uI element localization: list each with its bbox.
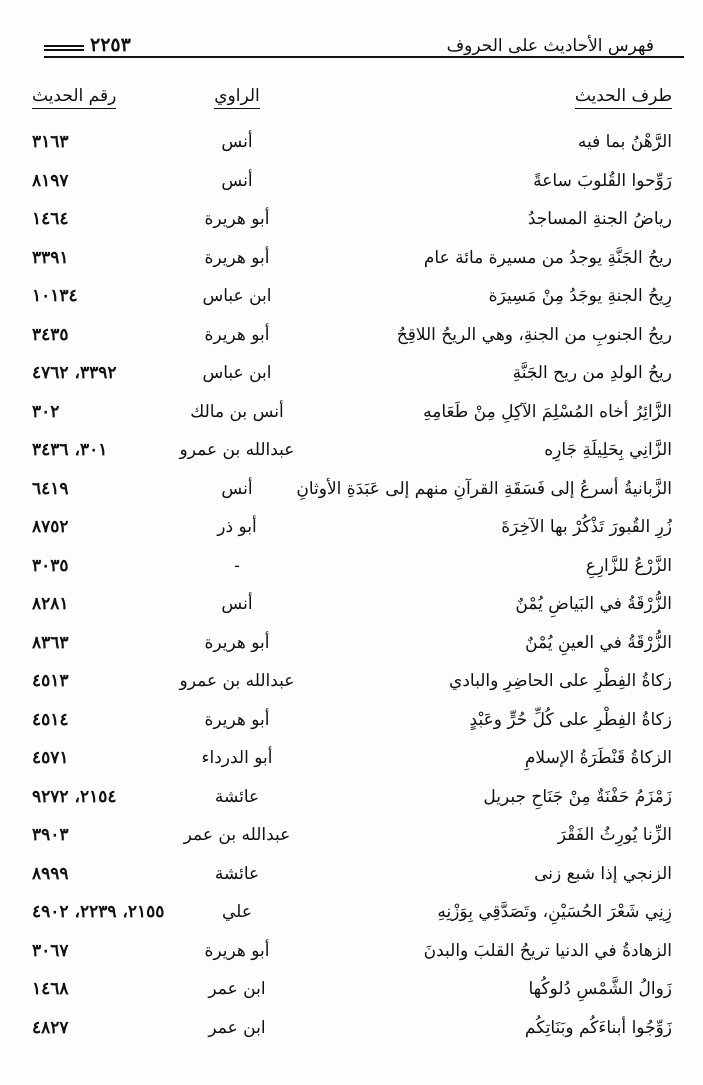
hadith-text: ريحُ الولدِ من ريح الجَنَّةِ <box>512 363 672 383</box>
table-row <box>32 402 672 441</box>
hadith-text: ريحُ الجَنَّةِ يوجدُ من مسيرة مائة عام <box>423 247 672 268</box>
page-number: ٢٢٥٣ <box>90 34 131 56</box>
table-row <box>32 517 672 556</box>
table-row <box>32 1018 672 1057</box>
hadith-text: زَمْزَمُ حَفْنَةٌ مِنْ جَنَاحِ جبريل <box>483 786 672 807</box>
column-header-number: رقم الحديث <box>32 86 182 109</box>
table-row <box>32 594 672 633</box>
page-number-rule-left-top <box>44 45 84 47</box>
table-row <box>32 710 672 749</box>
hadith-index-table <box>32 86 672 1056</box>
narrator-name: أنس <box>221 132 253 152</box>
narrator-name: عبدالله بن عمرو <box>179 671 295 691</box>
hadith-number: ٢١٥٤، ٩٢٧٢ <box>32 786 117 807</box>
narrator-name: ابن عمر <box>208 1017 266 1038</box>
hadith-text: الرَّهْنُ بما فيه <box>577 132 672 152</box>
table-row <box>32 286 672 325</box>
narrator-name: عائشة <box>214 786 260 807</box>
narrator-name: أبو هريرة <box>204 209 270 229</box>
table-row <box>32 440 672 479</box>
hadith-number: ٨١٩٧ <box>32 170 69 191</box>
hadith-text: الزُّرْقَةُ في البَياضِ يُمْنٌ <box>515 594 672 614</box>
table-body <box>32 132 672 1056</box>
table-row <box>32 748 672 787</box>
hadith-text: الزَّانِي بِحَلِيلَةِ جَارِه <box>544 440 672 460</box>
table-row <box>32 363 672 402</box>
hadith-number: ١٤٦٤ <box>32 209 69 229</box>
hadith-number: ١٠١٣٤ <box>32 286 78 306</box>
table-row <box>32 671 672 710</box>
table-row <box>32 902 672 941</box>
table-row <box>32 209 672 248</box>
table-header-row <box>32 86 672 132</box>
hadith-text: الزهادةُ في الدنيا تريحُ القلبَ والبدنَ <box>423 940 672 961</box>
column-header-narrator: الراوي <box>172 86 302 106</box>
hadith-text: زكاةُ الفِطْرِ على كُلِّ حُرٍّ وعَبْدٍ <box>469 709 672 730</box>
hadith-number: ٦٤١٩ <box>32 478 69 499</box>
hadith-text: زَوالُ الشَّمْسِ دُلوكُها <box>528 979 672 999</box>
narrator-name: عبدالله بن عمر <box>183 825 291 845</box>
narrator-name: أبو ذر <box>217 517 257 537</box>
hadith-number: ٣٣٩٢، ٤٧٦٢ <box>32 363 117 383</box>
hadith-text: زُرِ القُبورَ تَذْكُرْ بها الآخِرَةَ <box>501 517 672 537</box>
hadith-number: ٣٠١، ٣٤٣٦ <box>32 440 108 460</box>
table-row <box>32 171 672 210</box>
narrator-name: أبو هريرة <box>204 709 270 730</box>
hadith-number: ٨٩٩٩ <box>32 863 69 884</box>
table-row <box>32 633 672 672</box>
header-rule <box>44 56 684 58</box>
narrator-name: أنس بن مالك <box>190 401 284 422</box>
table-row <box>32 787 672 826</box>
narrator-name: - <box>234 555 240 576</box>
hadith-number: ٨٣٦٣ <box>32 632 69 653</box>
hadith-text: الزِّنا يُورِثُ الفَقْرَ <box>557 825 672 845</box>
hadith-number: ٤٨٢٧ <box>32 1017 69 1038</box>
narrator-name: أنس <box>221 594 253 614</box>
narrator-name: ابن عمر <box>208 979 266 999</box>
hadith-number: ٤٥٧١ <box>32 748 69 768</box>
hadith-number: ٣٤٣٥ <box>32 324 69 345</box>
hadith-number: ٣٠٣٥ <box>32 555 69 576</box>
narrator-name: ابن عباس <box>202 363 272 383</box>
column-header-hadith: طرف الحديث <box>342 86 672 106</box>
narrator-name: أبو هريرة <box>204 247 270 268</box>
table-row <box>32 825 672 864</box>
hadith-text: الزُّرْقَةُ في العينِ يُمْنٌ <box>525 632 672 653</box>
narrator-name: أنس <box>221 478 253 499</box>
narrator-name: علي <box>222 902 252 922</box>
narrator-name: عائشة <box>214 863 260 884</box>
hadith-number: ٣٣٩١ <box>32 247 69 268</box>
page-number-rule-left-bottom <box>44 49 84 51</box>
hadith-number: ١٤٦٨ <box>32 979 69 999</box>
hadith-text: الزَّبانيةُ أسرعُ إلى فَسَقَةِ القرآنِ منهم إلى عَبَدَةِ الأوثانِ <box>296 478 672 499</box>
hadith-number: ٤٥١٣ <box>32 671 69 691</box>
header-title: فهرس الأحاديث على الحروف <box>446 36 654 56</box>
hadith-text: ريحُ الجنوبِ من الجنةِ، وهي الريحُ اللاقِحُ <box>396 324 672 345</box>
hadith-text: زكاةُ الفِطْرِ على الحاضِرِ والبادي <box>449 671 672 691</box>
table-row <box>32 248 672 287</box>
table-row <box>32 941 672 980</box>
hadith-text: الزكاةُ قَنْطَرَةُ الإسلامِ <box>524 748 672 768</box>
hadith-text: رياضُ الجنةِ المساجدُ <box>527 209 672 229</box>
hadith-number: ٨٧٥٢ <box>32 517 69 537</box>
hadith-text: زِنِي شَعْرَ الحُسَيْنِ، وتَصَدَّقِي بِوَزْنِهِ <box>437 902 672 922</box>
hadith-text: الزنجي إذا شبع زنى <box>534 863 672 884</box>
hadith-number: ٣٠٦٧ <box>32 940 69 961</box>
narrator-name: أنس <box>221 170 253 191</box>
narrator-name: أبو هريرة <box>204 324 270 345</box>
table-row <box>32 556 672 595</box>
hadith-number: ٤٥١٤ <box>32 709 69 730</box>
hadith-number: ٣١٦٣ <box>32 132 69 152</box>
hadith-text: الزَّائِرُ أخاه المُسْلِمَ الآكِلِ مِنْ طَعَامِهِ <box>423 401 672 422</box>
hadith-number: ٣٠٢ <box>32 401 60 422</box>
table-row <box>32 479 672 518</box>
hadith-number: ٨٢٨١ <box>32 594 69 614</box>
table-row <box>32 979 672 1018</box>
hadith-text: الزَّرْعُ للزَّارِعِ <box>585 555 672 576</box>
hadith-number: ٢١٥٥، ٢٢٣٩، ٤٩٠٢ <box>32 902 165 922</box>
hadith-text: رَوِّحوا القُلوبَ ساعةً <box>533 170 672 191</box>
table-row <box>32 325 672 364</box>
table-row <box>32 864 672 903</box>
hadith-number: ٣٩٠٣ <box>32 825 69 845</box>
narrator-name: أبو هريرة <box>204 632 270 653</box>
narrator-name: أبو الدرداء <box>201 748 273 768</box>
hadith-text: رِيحُ الجنةِ يوجَدُ مِنْ مَسِيرَة <box>488 286 672 306</box>
narrator-name: ابن عباس <box>202 286 272 306</box>
table-row <box>32 132 672 171</box>
hadith-text: زَوِّجُوا أبناءَكُم وبَنَاتِكُم <box>524 1017 672 1038</box>
running-header <box>44 32 684 64</box>
narrator-name: عبدالله بن عمرو <box>179 440 295 460</box>
narrator-name: أبو هريرة <box>204 940 270 961</box>
